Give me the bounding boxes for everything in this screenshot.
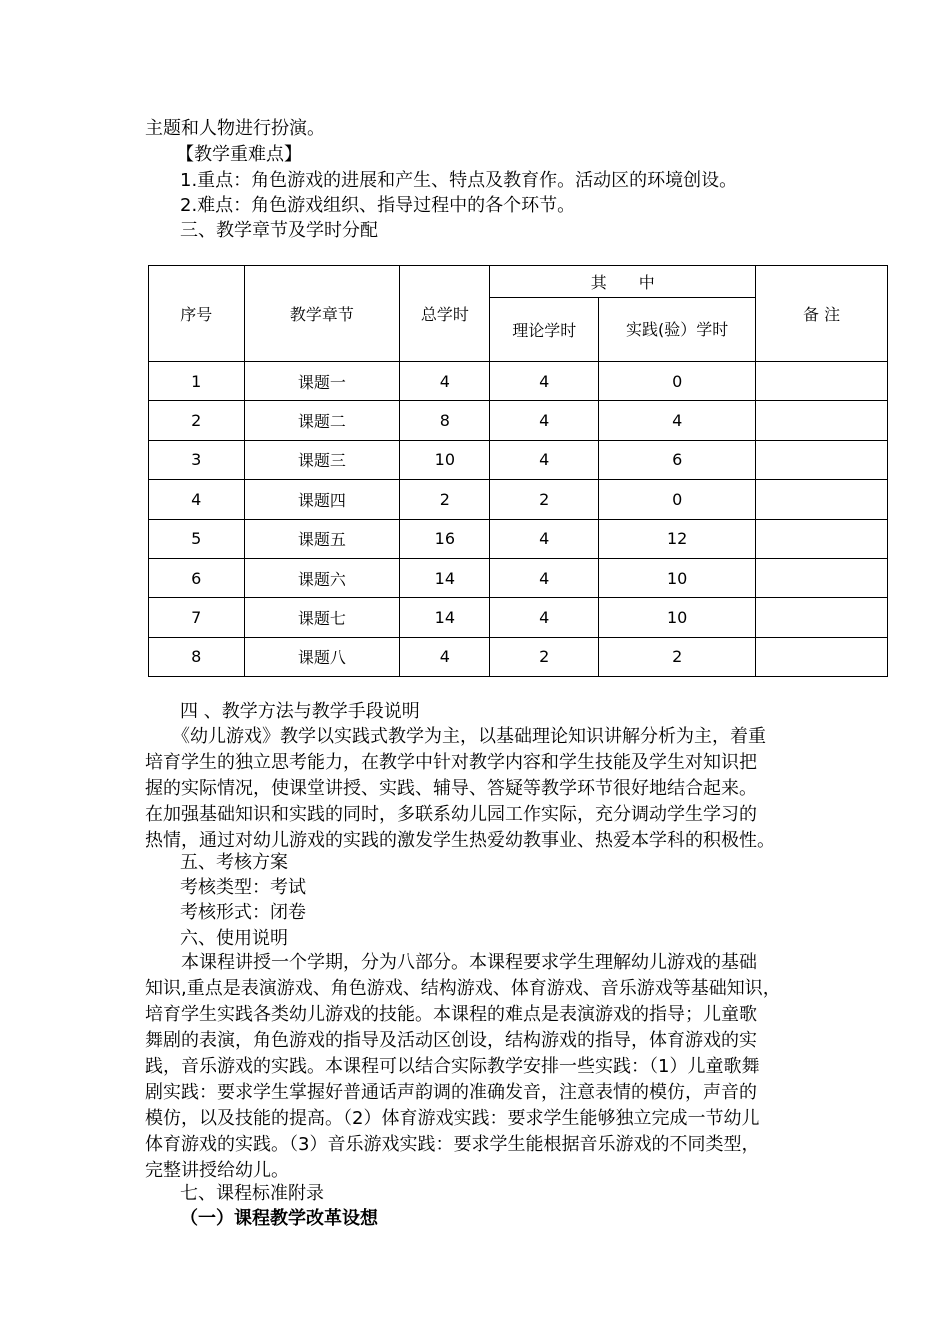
table-row: [149, 519, 888, 558]
cell-chapter: 课题二: [244, 401, 400, 440]
cell-theory: 4: [490, 362, 599, 401]
cell-remark: [756, 637, 888, 676]
section7-heading: 七、课程标准附录: [180, 1183, 324, 1204]
cell-remark: [756, 440, 888, 479]
paragraph-line: 知识,重点是表演游戏、角色游戏、结构游戏、体育游戏、音乐游戏等基础知识，: [145, 978, 781, 999]
header-practice: 实践(验）学时: [599, 298, 756, 362]
table-row: [149, 637, 888, 676]
cell-index: 6: [149, 558, 245, 597]
cell-index: 3: [149, 440, 245, 479]
cell-theory: 4: [490, 440, 599, 479]
table-row: [149, 598, 888, 637]
section3-heading: 三、教学章节及学时分配: [180, 220, 378, 241]
cell-practice: 12: [599, 519, 756, 558]
cell-total: 16: [400, 519, 490, 558]
cell-theory: 2: [490, 637, 599, 676]
cell-practice: 6: [599, 440, 756, 479]
cell-remark: [756, 362, 888, 401]
table-row: [149, 401, 888, 440]
cell-total: 4: [400, 637, 490, 676]
header-remark: 备 注: [756, 266, 888, 362]
table-row: [149, 440, 888, 479]
cell-total: 2: [400, 480, 490, 519]
section4-paragraph: [145, 724, 817, 854]
cell-practice: 4: [599, 401, 756, 440]
key-point-difficulty: 2.难点：角色游戏组织、指导过程中的各个环节。: [180, 195, 576, 216]
cell-remark: [756, 519, 888, 558]
cell-chapter: 课题七: [244, 598, 400, 637]
cell-total: 10: [400, 440, 490, 479]
paragraph-line: 践，音乐游戏的实践。本课程可以结合实际教学安排一些实践：（1）儿童歌舞: [145, 1056, 760, 1077]
header-total: 总学时: [400, 266, 490, 362]
cell-theory: 4: [490, 401, 599, 440]
table-body: [149, 362, 888, 677]
cell-index: 8: [149, 637, 245, 676]
key-points-heading: 【教学重难点】: [176, 144, 302, 165]
table-row: [149, 480, 888, 519]
cell-total: 14: [400, 558, 490, 597]
paragraph-line: 培育学生的独立思考能力，在教学中针对教学内容和学生技能及学生对知识把: [145, 752, 757, 773]
cell-theory: 4: [490, 519, 599, 558]
section7-subheading: （一）课程教学改革设想: [180, 1208, 378, 1229]
cell-remark: [756, 480, 888, 519]
cell-theory: 2: [490, 480, 599, 519]
intro-line: 主题和人物进行扮演。: [145, 118, 325, 139]
cell-practice: 0: [599, 362, 756, 401]
paragraph-line: 体育游戏的实践。（3）音乐游戏实践：要求学生能根据音乐游戏的不同类型，: [145, 1134, 760, 1155]
paragraph-line: 模仿，以及技能的提高。（2）体育游戏实践：要求学生能够独立完成一节幼儿: [145, 1108, 760, 1129]
paragraph-line: 《幼儿游戏》教学以实践式教学为主，以基础理论知识讲解分析为主，着重: [145, 726, 766, 747]
section5-heading: 五、考核方案: [180, 852, 288, 873]
paragraph-line: 本课程讲授一个学期，分为八部分。本课程要求学生理解幼儿游戏的基础: [145, 952, 757, 973]
cell-practice: 10: [599, 598, 756, 637]
paragraph-line: 培育学生实践各类幼儿游戏的技能。本课程的难点是表演游戏的指导；儿童歌: [145, 1004, 757, 1025]
cell-theory: 4: [490, 558, 599, 597]
cell-index: 2: [149, 401, 245, 440]
cell-total: 4: [400, 362, 490, 401]
exam-type: 考核类型：考试: [180, 877, 306, 898]
cell-chapter: 课题六: [244, 558, 400, 597]
paragraph-line: 热情，通过对幼儿游戏的实践的激发学生热爱幼教事业、热爱本学科的积极性。: [145, 830, 775, 851]
paragraph-line: 握的实际情况，使课堂讲授、实践、辅导、答疑等教学环节很好地结合起来。: [145, 778, 757, 799]
cell-index: 1: [149, 362, 245, 401]
cell-theory: 4: [490, 598, 599, 637]
cell-chapter: 课题一: [244, 362, 400, 401]
cell-practice: 0: [599, 480, 756, 519]
header-index: 序号: [149, 266, 245, 362]
cell-total: 8: [400, 401, 490, 440]
cell-remark: [756, 401, 888, 440]
section6-heading: 六、使用说明: [180, 928, 288, 949]
cell-remark: [756, 598, 888, 637]
cell-chapter: 课题三: [244, 440, 400, 479]
cell-index: 5: [149, 519, 245, 558]
exam-form: 考核形式：闭卷: [180, 902, 306, 923]
cell-remark: [756, 558, 888, 597]
paragraph-line: 在加强基础知识和实践的同时，多联系幼儿园工作实际，充分调动学生学习的: [145, 804, 757, 825]
cell-chapter: 课题八: [244, 637, 400, 676]
hours-table: [148, 265, 888, 677]
table-row: [149, 558, 888, 597]
table-row: [149, 362, 888, 401]
cell-practice: 10: [599, 558, 756, 597]
header-chapter: 教学章节: [244, 266, 400, 362]
header-group: 其 中: [490, 266, 756, 298]
cell-index: 7: [149, 598, 245, 637]
header-theory: 理论学时: [490, 298, 599, 362]
key-point-focus: 1.重点：角色游戏的进展和产生、特点及教育作。活动区的环境创设。: [180, 170, 738, 191]
paragraph-line: 完整讲授给幼儿。: [145, 1160, 289, 1181]
cell-practice: 2: [599, 637, 756, 676]
paragraph-line: 舞剧的表演，角色游戏的指导及活动区创设，结构游戏的指导，体育游戏的实: [145, 1030, 757, 1051]
section6-paragraph: [145, 950, 817, 1184]
cell-total: 14: [400, 598, 490, 637]
cell-chapter: 课题五: [244, 519, 400, 558]
cell-chapter: 课题四: [244, 480, 400, 519]
paragraph-line: 剧实践：要求学生掌握好普通话声韵调的准确发音，注意表情的模仿，声音的: [145, 1082, 757, 1103]
section4-heading: 四 、教学方法与教学手段说明: [180, 701, 420, 722]
cell-index: 4: [149, 480, 245, 519]
